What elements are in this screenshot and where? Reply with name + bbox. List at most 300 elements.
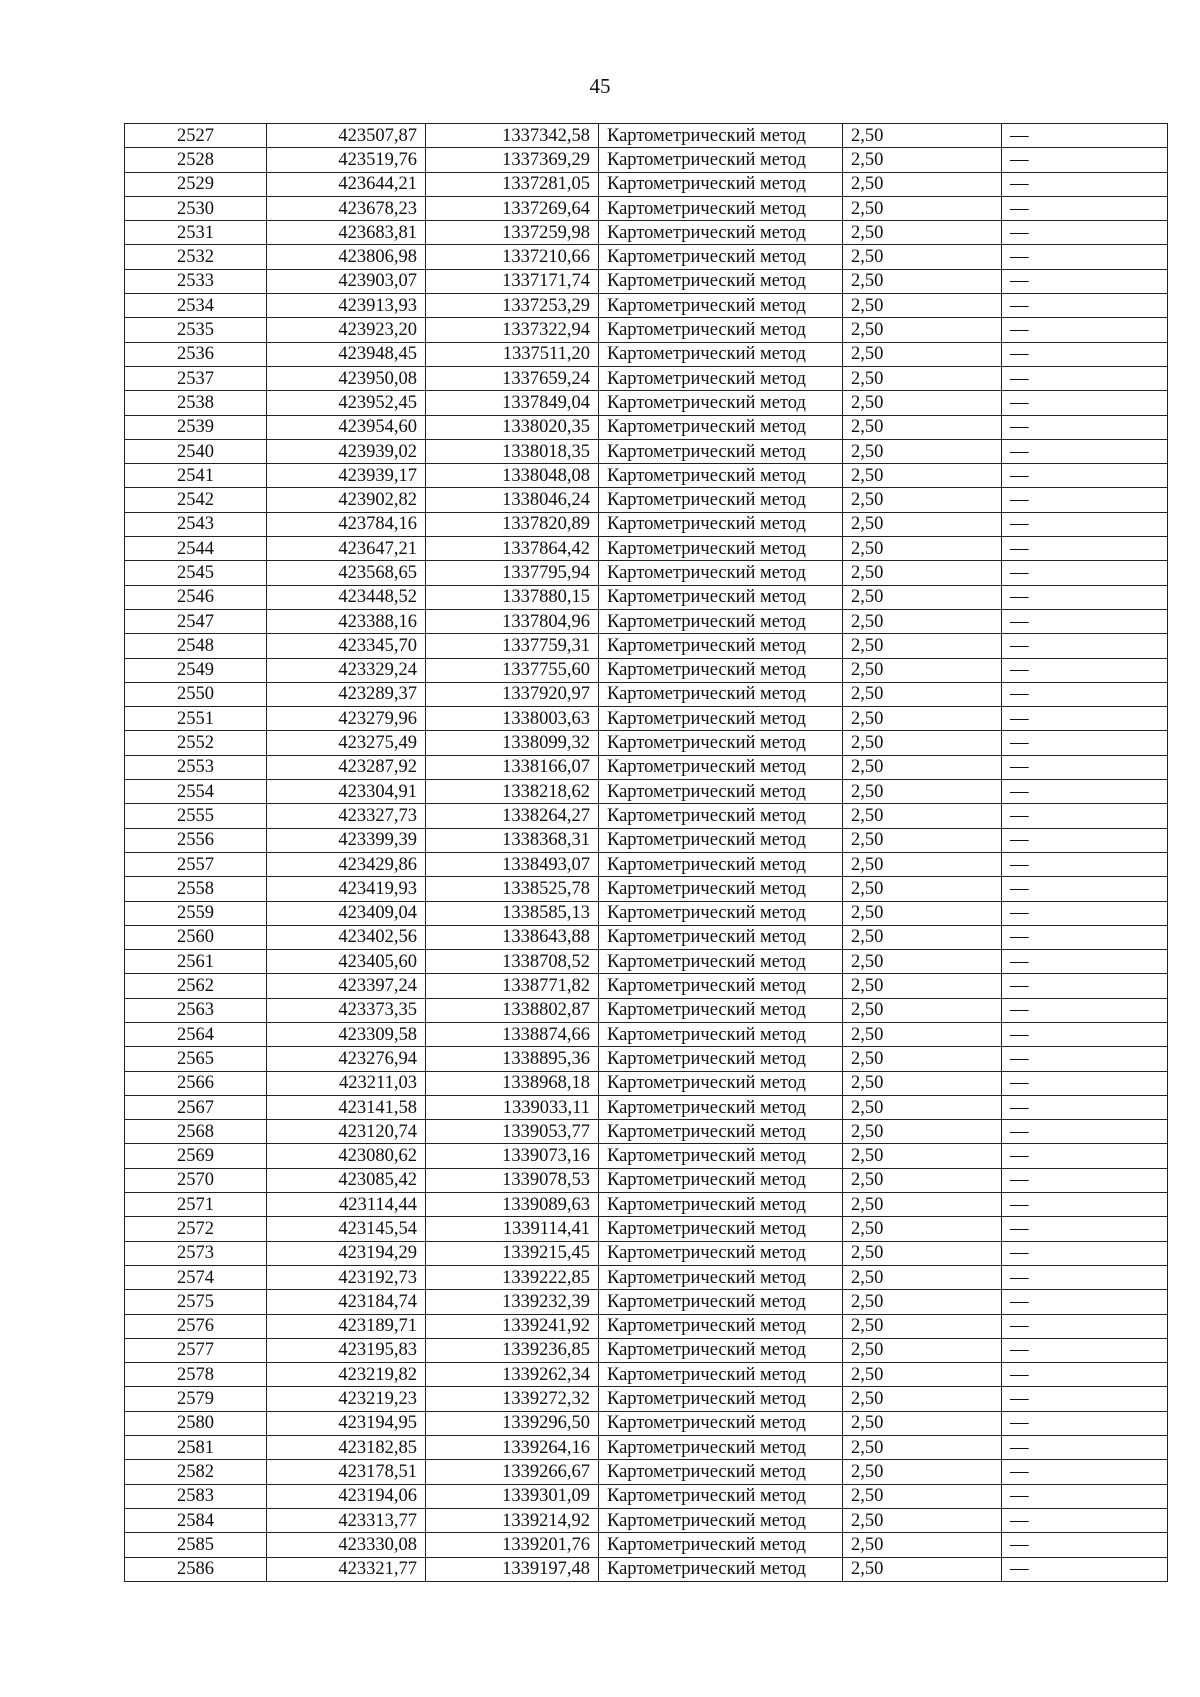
y-coordinate-cell: 1337342,58	[426, 124, 599, 148]
table-row	[125, 537, 1168, 561]
note-cell: —	[1002, 1411, 1168, 1435]
table-row	[125, 804, 1168, 828]
y-coordinate-cell: 1339272,32	[426, 1387, 599, 1411]
method-cell: Картометрический метод	[599, 707, 843, 731]
point-number-cell: 2529	[125, 172, 267, 196]
accuracy-cell: 2,50	[843, 1314, 1002, 1338]
y-coordinate-cell: 1338895,36	[426, 1047, 599, 1071]
x-coordinate-cell: 423939,02	[267, 439, 426, 463]
accuracy-cell: 2,50	[843, 1338, 1002, 1362]
note-cell: —	[1002, 488, 1168, 512]
point-number-cell: 2539	[125, 415, 267, 439]
accuracy-cell: 2,50	[843, 196, 1002, 220]
note-cell: —	[1002, 925, 1168, 949]
y-coordinate-cell: 1339296,50	[426, 1411, 599, 1435]
accuracy-cell: 2,50	[843, 1411, 1002, 1435]
method-cell: Картометрический метод	[599, 585, 843, 609]
y-coordinate-cell: 1339053,77	[426, 1120, 599, 1144]
accuracy-cell: 2,50	[843, 148, 1002, 172]
accuracy-cell: 2,50	[843, 537, 1002, 561]
y-coordinate-cell: 1337759,31	[426, 634, 599, 658]
table-row	[125, 1484, 1168, 1508]
table-row	[125, 1265, 1168, 1289]
method-cell: Картометрический метод	[599, 925, 843, 949]
note-cell: —	[1002, 124, 1168, 148]
table-row	[125, 1290, 1168, 1314]
point-number-cell: 2538	[125, 391, 267, 415]
point-number-cell: 2567	[125, 1095, 267, 1119]
note-cell: —	[1002, 512, 1168, 536]
table-row	[125, 464, 1168, 488]
accuracy-cell: 2,50	[843, 415, 1002, 439]
y-coordinate-cell: 1339214,92	[426, 1508, 599, 1532]
coordinates-table-body	[125, 124, 1168, 1582]
note-cell: —	[1002, 1436, 1168, 1460]
note-cell: —	[1002, 707, 1168, 731]
method-cell: Картометрический метод	[599, 1460, 843, 1484]
accuracy-cell: 2,50	[843, 925, 1002, 949]
y-coordinate-cell: 1339197,48	[426, 1557, 599, 1581]
point-number-cell: 2558	[125, 877, 267, 901]
method-cell: Картометрический метод	[599, 415, 843, 439]
y-coordinate-cell: 1339089,63	[426, 1193, 599, 1217]
point-number-cell: 2541	[125, 464, 267, 488]
y-coordinate-cell: 1337511,20	[426, 342, 599, 366]
accuracy-cell: 2,50	[843, 585, 1002, 609]
accuracy-cell: 2,50	[843, 269, 1002, 293]
method-cell: Картометрический метод	[599, 1144, 843, 1168]
note-cell: —	[1002, 537, 1168, 561]
note-cell: —	[1002, 148, 1168, 172]
accuracy-cell: 2,50	[843, 318, 1002, 342]
accuracy-cell: 2,50	[843, 1484, 1002, 1508]
table-row	[125, 974, 1168, 998]
point-number-cell: 2568	[125, 1120, 267, 1144]
accuracy-cell: 2,50	[843, 804, 1002, 828]
y-coordinate-cell: 1338802,87	[426, 998, 599, 1022]
table-row	[125, 294, 1168, 318]
x-coordinate-cell: 423275,49	[267, 731, 426, 755]
method-cell: Картометрический метод	[599, 269, 843, 293]
point-number-cell: 2537	[125, 366, 267, 390]
table-row	[125, 1338, 1168, 1362]
note-cell: —	[1002, 1144, 1168, 1168]
point-number-cell: 2579	[125, 1387, 267, 1411]
accuracy-cell: 2,50	[843, 1363, 1002, 1387]
point-number-cell: 2578	[125, 1363, 267, 1387]
x-coordinate-cell: 423194,29	[267, 1241, 426, 1265]
table-row	[125, 950, 1168, 974]
y-coordinate-cell: 1338218,62	[426, 780, 599, 804]
table-row	[125, 124, 1168, 148]
note-cell: —	[1002, 804, 1168, 828]
y-coordinate-cell: 1339264,16	[426, 1436, 599, 1460]
note-cell: —	[1002, 1290, 1168, 1314]
method-cell: Картометрический метод	[599, 1168, 843, 1192]
note-cell: —	[1002, 464, 1168, 488]
y-coordinate-cell: 1337659,24	[426, 366, 599, 390]
table-row	[125, 828, 1168, 852]
x-coordinate-cell: 423145,54	[267, 1217, 426, 1241]
note-cell: —	[1002, 1484, 1168, 1508]
note-cell: —	[1002, 1095, 1168, 1119]
point-number-cell: 2584	[125, 1508, 267, 1532]
method-cell: Картометрический метод	[599, 950, 843, 974]
point-number-cell: 2557	[125, 852, 267, 876]
accuracy-cell: 2,50	[843, 682, 1002, 706]
table-row	[125, 925, 1168, 949]
x-coordinate-cell: 423397,24	[267, 974, 426, 998]
y-coordinate-cell: 1337795,94	[426, 561, 599, 585]
y-coordinate-cell: 1337322,94	[426, 318, 599, 342]
method-cell: Картометрический метод	[599, 464, 843, 488]
x-coordinate-cell: 423194,95	[267, 1411, 426, 1435]
x-coordinate-cell: 423219,82	[267, 1363, 426, 1387]
table-row	[125, 1363, 1168, 1387]
accuracy-cell: 2,50	[843, 1460, 1002, 1484]
x-coordinate-cell: 423902,82	[267, 488, 426, 512]
y-coordinate-cell: 1339236,85	[426, 1338, 599, 1362]
accuracy-cell: 2,50	[843, 391, 1002, 415]
x-coordinate-cell: 423194,06	[267, 1484, 426, 1508]
table-row	[125, 1047, 1168, 1071]
note-cell: —	[1002, 682, 1168, 706]
x-coordinate-cell: 423950,08	[267, 366, 426, 390]
table-row	[125, 877, 1168, 901]
method-cell: Картометрический метод	[599, 196, 843, 220]
method-cell: Картометрический метод	[599, 1047, 843, 1071]
table-row	[125, 1508, 1168, 1532]
x-coordinate-cell: 423784,16	[267, 512, 426, 536]
table-row	[125, 561, 1168, 585]
x-coordinate-cell: 423952,45	[267, 391, 426, 415]
x-coordinate-cell: 423448,52	[267, 585, 426, 609]
note-cell: —	[1002, 609, 1168, 633]
x-coordinate-cell: 423647,21	[267, 537, 426, 561]
method-cell: Картометрический метод	[599, 901, 843, 925]
method-cell: Картометрический метод	[599, 1387, 843, 1411]
method-cell: Картометрический метод	[599, 877, 843, 901]
table-row	[125, 245, 1168, 269]
method-cell: Картометрический метод	[599, 731, 843, 755]
x-coordinate-cell: 423276,94	[267, 1047, 426, 1071]
method-cell: Картометрический метод	[599, 609, 843, 633]
accuracy-cell: 2,50	[843, 1508, 1002, 1532]
note-cell: —	[1002, 1363, 1168, 1387]
table-row	[125, 1314, 1168, 1338]
point-number-cell: 2554	[125, 780, 267, 804]
note-cell: —	[1002, 245, 1168, 269]
method-cell: Картометрический метод	[599, 1533, 843, 1557]
point-number-cell: 2550	[125, 682, 267, 706]
table-row	[125, 366, 1168, 390]
accuracy-cell: 2,50	[843, 366, 1002, 390]
x-coordinate-cell: 423683,81	[267, 221, 426, 245]
x-coordinate-cell: 423287,92	[267, 755, 426, 779]
y-coordinate-cell: 1337820,89	[426, 512, 599, 536]
x-coordinate-cell: 423195,83	[267, 1338, 426, 1362]
point-number-cell: 2580	[125, 1411, 267, 1435]
table-row	[125, 1533, 1168, 1557]
method-cell: Картометрический метод	[599, 342, 843, 366]
accuracy-cell: 2,50	[843, 342, 1002, 366]
point-number-cell: 2574	[125, 1265, 267, 1289]
accuracy-cell: 2,50	[843, 658, 1002, 682]
accuracy-cell: 2,50	[843, 124, 1002, 148]
point-number-cell: 2561	[125, 950, 267, 974]
x-coordinate-cell: 423507,87	[267, 124, 426, 148]
point-number-cell: 2527	[125, 124, 267, 148]
y-coordinate-cell: 1338525,78	[426, 877, 599, 901]
x-coordinate-cell: 423923,20	[267, 318, 426, 342]
point-number-cell: 2565	[125, 1047, 267, 1071]
table-row	[125, 1241, 1168, 1265]
method-cell: Картометрический метод	[599, 755, 843, 779]
table-row	[125, 1387, 1168, 1411]
method-cell: Картометрический метод	[599, 512, 843, 536]
y-coordinate-cell: 1337369,29	[426, 148, 599, 172]
y-coordinate-cell: 1338099,32	[426, 731, 599, 755]
accuracy-cell: 2,50	[843, 464, 1002, 488]
method-cell: Картометрический метод	[599, 1436, 843, 1460]
y-coordinate-cell: 1337864,42	[426, 537, 599, 561]
accuracy-cell: 2,50	[843, 901, 1002, 925]
table-row	[125, 755, 1168, 779]
method-cell: Картометрический метод	[599, 998, 843, 1022]
accuracy-cell: 2,50	[843, 609, 1002, 633]
note-cell: —	[1002, 269, 1168, 293]
y-coordinate-cell: 1339232,39	[426, 1290, 599, 1314]
x-coordinate-cell: 423419,93	[267, 877, 426, 901]
table-row	[125, 1460, 1168, 1484]
note-cell: —	[1002, 1533, 1168, 1557]
table-row	[125, 1120, 1168, 1144]
y-coordinate-cell: 1339215,45	[426, 1241, 599, 1265]
table-row	[125, 318, 1168, 342]
x-coordinate-cell: 423806,98	[267, 245, 426, 269]
point-number-cell: 2542	[125, 488, 267, 512]
point-number-cell: 2553	[125, 755, 267, 779]
note-cell: —	[1002, 196, 1168, 220]
x-coordinate-cell: 423114,44	[267, 1193, 426, 1217]
x-coordinate-cell: 423211,03	[267, 1071, 426, 1095]
point-number-cell: 2585	[125, 1533, 267, 1557]
method-cell: Картометрический метод	[599, 1363, 843, 1387]
note-cell: —	[1002, 391, 1168, 415]
point-number-cell: 2535	[125, 318, 267, 342]
method-cell: Картометрический метод	[599, 828, 843, 852]
note-cell: —	[1002, 780, 1168, 804]
method-cell: Картометрический метод	[599, 537, 843, 561]
method-cell: Картометрический метод	[599, 634, 843, 658]
x-coordinate-cell: 423178,51	[267, 1460, 426, 1484]
accuracy-cell: 2,50	[843, 294, 1002, 318]
note-cell: —	[1002, 852, 1168, 876]
y-coordinate-cell: 1339301,09	[426, 1484, 599, 1508]
accuracy-cell: 2,50	[843, 755, 1002, 779]
x-coordinate-cell: 423309,58	[267, 1022, 426, 1046]
x-coordinate-cell: 423903,07	[267, 269, 426, 293]
x-coordinate-cell: 423182,85	[267, 1436, 426, 1460]
accuracy-cell: 2,50	[843, 1436, 1002, 1460]
accuracy-cell: 2,50	[843, 1168, 1002, 1192]
table-row	[125, 342, 1168, 366]
y-coordinate-cell: 1338771,82	[426, 974, 599, 998]
method-cell: Картометрический метод	[599, 852, 843, 876]
accuracy-cell: 2,50	[843, 1387, 1002, 1411]
y-coordinate-cell: 1337259,98	[426, 221, 599, 245]
point-number-cell: 2534	[125, 294, 267, 318]
note-cell: —	[1002, 731, 1168, 755]
note-cell: —	[1002, 901, 1168, 925]
x-coordinate-cell: 423080,62	[267, 1144, 426, 1168]
table-row	[125, 682, 1168, 706]
point-number-cell: 2546	[125, 585, 267, 609]
y-coordinate-cell: 1339222,85	[426, 1265, 599, 1289]
table-row	[125, 780, 1168, 804]
note-cell: —	[1002, 1022, 1168, 1046]
point-number-cell: 2544	[125, 537, 267, 561]
note-cell: —	[1002, 1265, 1168, 1289]
method-cell: Картометрический метод	[599, 1193, 843, 1217]
y-coordinate-cell: 1339078,53	[426, 1168, 599, 1192]
point-number-cell: 2532	[125, 245, 267, 269]
table-row	[125, 1436, 1168, 1460]
y-coordinate-cell: 1338018,35	[426, 439, 599, 463]
table-row	[125, 1168, 1168, 1192]
accuracy-cell: 2,50	[843, 512, 1002, 536]
method-cell: Картометрический метод	[599, 1411, 843, 1435]
note-cell: —	[1002, 1508, 1168, 1532]
accuracy-cell: 2,50	[843, 707, 1002, 731]
method-cell: Картометрический метод	[599, 1484, 843, 1508]
table-row	[125, 658, 1168, 682]
accuracy-cell: 2,50	[843, 780, 1002, 804]
y-coordinate-cell: 1339201,76	[426, 1533, 599, 1557]
note-cell: —	[1002, 755, 1168, 779]
x-coordinate-cell: 423948,45	[267, 342, 426, 366]
point-number-cell: 2577	[125, 1338, 267, 1362]
note-cell: —	[1002, 877, 1168, 901]
x-coordinate-cell: 423373,35	[267, 998, 426, 1022]
x-coordinate-cell: 423399,39	[267, 828, 426, 852]
point-number-cell: 2560	[125, 925, 267, 949]
accuracy-cell: 2,50	[843, 828, 1002, 852]
y-coordinate-cell: 1338020,35	[426, 415, 599, 439]
accuracy-cell: 2,50	[843, 852, 1002, 876]
method-cell: Картометрический метод	[599, 294, 843, 318]
table-row	[125, 731, 1168, 755]
accuracy-cell: 2,50	[843, 998, 1002, 1022]
note-cell: —	[1002, 1071, 1168, 1095]
y-coordinate-cell: 1338368,31	[426, 828, 599, 852]
point-number-cell: 2586	[125, 1557, 267, 1581]
note-cell: —	[1002, 318, 1168, 342]
x-coordinate-cell: 423954,60	[267, 415, 426, 439]
note-cell: —	[1002, 634, 1168, 658]
accuracy-cell: 2,50	[843, 1217, 1002, 1241]
note-cell: —	[1002, 1193, 1168, 1217]
y-coordinate-cell: 1339241,92	[426, 1314, 599, 1338]
note-cell: —	[1002, 974, 1168, 998]
y-coordinate-cell: 1338874,66	[426, 1022, 599, 1046]
point-number-cell: 2530	[125, 196, 267, 220]
note-cell: —	[1002, 1387, 1168, 1411]
note-cell: —	[1002, 172, 1168, 196]
x-coordinate-cell: 423313,77	[267, 1508, 426, 1532]
point-number-cell: 2543	[125, 512, 267, 536]
x-coordinate-cell: 423321,77	[267, 1557, 426, 1581]
table-row	[125, 609, 1168, 633]
table-row	[125, 1095, 1168, 1119]
y-coordinate-cell: 1337253,29	[426, 294, 599, 318]
method-cell: Картометрический метод	[599, 682, 843, 706]
method-cell: Картометрический метод	[599, 148, 843, 172]
note-cell: —	[1002, 1047, 1168, 1071]
method-cell: Картометрический метод	[599, 1071, 843, 1095]
y-coordinate-cell: 1338493,07	[426, 852, 599, 876]
x-coordinate-cell: 423519,76	[267, 148, 426, 172]
accuracy-cell: 2,50	[843, 1241, 1002, 1265]
method-cell: Картометрический метод	[599, 780, 843, 804]
accuracy-cell: 2,50	[843, 1095, 1002, 1119]
point-number-cell: 2582	[125, 1460, 267, 1484]
point-number-cell: 2555	[125, 804, 267, 828]
y-coordinate-cell: 1337171,74	[426, 269, 599, 293]
page-number: 45	[589, 74, 611, 98]
y-coordinate-cell: 1338166,07	[426, 755, 599, 779]
point-number-cell: 2545	[125, 561, 267, 585]
y-coordinate-cell: 1337880,15	[426, 585, 599, 609]
accuracy-cell: 2,50	[843, 488, 1002, 512]
y-coordinate-cell: 1338046,24	[426, 488, 599, 512]
method-cell: Картометрический метод	[599, 1217, 843, 1241]
table-row	[125, 391, 1168, 415]
y-coordinate-cell: 1339073,16	[426, 1144, 599, 1168]
point-number-cell: 2583	[125, 1484, 267, 1508]
note-cell: —	[1002, 1168, 1168, 1192]
y-coordinate-cell: 1339262,34	[426, 1363, 599, 1387]
table-row	[125, 1144, 1168, 1168]
accuracy-cell: 2,50	[843, 1120, 1002, 1144]
note-cell: —	[1002, 1241, 1168, 1265]
accuracy-cell: 2,50	[843, 877, 1002, 901]
x-coordinate-cell: 423192,73	[267, 1265, 426, 1289]
y-coordinate-cell: 1337849,04	[426, 391, 599, 415]
table-row	[125, 512, 1168, 536]
point-number-cell: 2573	[125, 1241, 267, 1265]
accuracy-cell: 2,50	[843, 731, 1002, 755]
point-number-cell: 2571	[125, 1193, 267, 1217]
table-row	[125, 1022, 1168, 1046]
x-coordinate-cell: 423330,08	[267, 1533, 426, 1557]
y-coordinate-cell: 1338003,63	[426, 707, 599, 731]
point-number-cell: 2552	[125, 731, 267, 755]
table-row	[125, 852, 1168, 876]
table-row	[125, 634, 1168, 658]
note-cell: —	[1002, 439, 1168, 463]
accuracy-cell: 2,50	[843, 974, 1002, 998]
method-cell: Картометрический метод	[599, 1314, 843, 1338]
note-cell: —	[1002, 561, 1168, 585]
method-cell: Картометрический метод	[599, 245, 843, 269]
method-cell: Картометрический метод	[599, 488, 843, 512]
x-coordinate-cell: 423279,96	[267, 707, 426, 731]
x-coordinate-cell: 423388,16	[267, 609, 426, 633]
y-coordinate-cell: 1337281,05	[426, 172, 599, 196]
note-cell: —	[1002, 342, 1168, 366]
x-coordinate-cell: 423409,04	[267, 901, 426, 925]
